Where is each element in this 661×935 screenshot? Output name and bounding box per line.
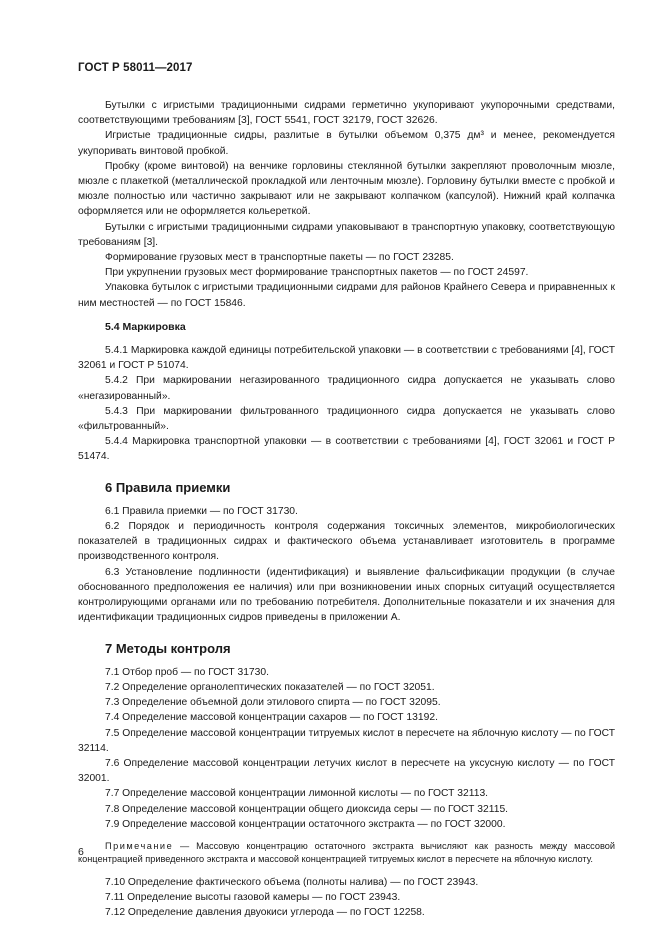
list-item: 7.8 Определение массовой концентрации общего диоксида серы — по ГОСТ 32115. [105, 803, 509, 815]
list-item: 7.9 Определение массовой концентрации остаточного экстракта — по ГОСТ 32000. [105, 818, 506, 830]
document-body [78, 98, 615, 921]
paragraph: 6.2 Порядок и периодичность контроля содержания токсичных элементов, микробиологических показателей в традиционных сидрах и фактического объема устанавливает изготовитель в программе производственного контроля. [78, 521, 615, 563]
note [78, 840, 615, 867]
section-heading: 7 Методы контроля [105, 640, 231, 656]
list-item: 7.10 Определение фактического объема (полноты налива) — по ГОСТ 23943. [105, 876, 479, 888]
list-item: 7.4 Определение массовой концентрации сахаров — по ГОСТ 13192. [105, 712, 438, 724]
paragraph: Упаковка бутылок с игристыми традиционными сидрами для районов Крайнего Севера и приравненных к ним местностей — по ГОСТ 15846. [78, 282, 615, 309]
list-item: 7.3 Определение объемной доли этилового спирта — по ГОСТ 32095. [105, 697, 441, 709]
note-text: — Массовую концентрацию остаточного экстракта вычисляют как разность между массовой концентрацией приведенного экстракта и массовой концентрацией титруемых кислот в пересчете на яблочную кислоту. [78, 840, 615, 865]
paragraph: 5.4.2 При маркировании негазированного традиционного сидра допускается не указывать слово «негазированный». [78, 375, 615, 402]
note-label: Примечание [105, 840, 174, 851]
paragraph: Игристые традиционные сидры, разлитые в бутылки объемом 0,375 дм³ и менее, рекомендуется укупоривать винтовой пробкой. [78, 130, 615, 157]
paragraph: 5.4.4 Маркировка транспортной упаковки — в соответствии с требованиями [4], ГОСТ 32061 и ГОСТ Р 51474. [78, 436, 615, 463]
paragraph: Пробку (кроме винтовой) на венчике горловины стеклянной бутылки закрепляют проволочным мюзле, мюзле с плакеткой (металлической прокладкой или ленточным мюзле). Горловину бутылки вместе с пробкой и мюзле полностью или частично закрывают или не закрывают колпачком (капсулой). Нижний край колпачка оформляется или не оформляется кольереткой. [78, 160, 615, 218]
list-item: 7.2 Определение органолептических показателей — по ГОСТ 32051. [105, 681, 435, 693]
paragraph: 5.4.3 При маркировании фильтрованного традиционного сидра допускается не указывать слово «фильтрованный». [78, 405, 615, 433]
document-header: ГОСТ Р 58011—2017 [78, 62, 193, 74]
section-heading: 5.4 Маркировка [105, 320, 186, 333]
paragraph: При укрупнении грузовых мест формирование транспортных пакетов — по ГОСТ 24597. [105, 267, 529, 279]
paragraph: Формирование грузовых мест в транспортные пакеты — по ГОСТ 23285. [105, 252, 454, 264]
paragraph: 6.1 Правила приемки — по ГОСТ 31730. [105, 505, 298, 517]
list-item: 7.11 Определение высоты газовой камеры — по ГОСТ 23943. [105, 892, 401, 904]
list-item: 7.6 Определение массовой концентрации летучих кислот в пересчете на уксусную кислоту — по ГОСТ 32001. [78, 757, 615, 785]
paragraph: 6.3 Установление подлинности (идентификация) и выявление фальсификации продукции (в случае обоснованного предположения ее наличия) или при возникновении иных спорных ситуаций осуществляется контролирующими органами или по требованию потребителя. Дополнительные показатели и их значения для идентификации традиционных сидров приведены в приложении А. [78, 566, 615, 624]
paragraph: 5.4.1 Маркировка каждой единицы потребительской упаковки — в соответствии с требованиями [4], ГОСТ 32061 и ГОСТ Р 51074. [78, 345, 615, 372]
section-heading: 6 Правила приемки [105, 479, 231, 495]
list-item: 7.12 Определение давления двуокиси углерода — по ГОСТ 12258. [105, 907, 425, 919]
list-item: 7.1 Отбор проб — по ГОСТ 31730. [105, 666, 269, 678]
list-item: 7.5 Определение массовой концентрации титруемых кислот в пересчете на яблочную кислоту — по ГОСТ 32114. [78, 727, 615, 754]
paragraph: Бутылки с игристыми традиционными сидрами упаковывают в транспортную упаковку, соответствующую требованиям [3]. [78, 221, 615, 248]
list-item: 7.7 Определение массовой концентрации лимонной кислоты — по ГОСТ 32113. [105, 788, 489, 800]
paragraph: Бутылки с игристыми традиционными сидрами герметично укупоривают укупорочными средствами, соответствующими требованиям [3], ГОСТ 5541, ГОСТ 32179, ГОСТ 32626. [78, 100, 615, 127]
page-number: 6 [78, 846, 84, 858]
